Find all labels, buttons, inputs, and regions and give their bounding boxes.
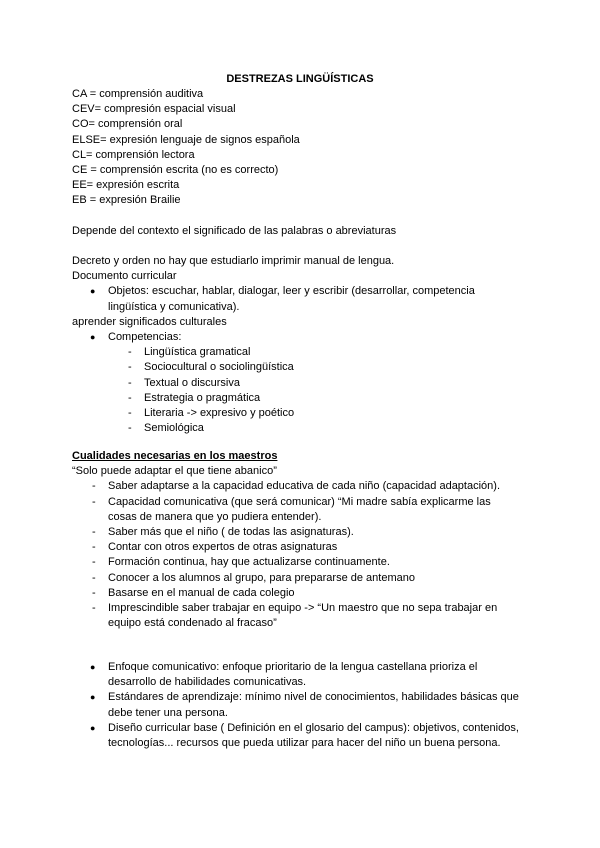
abbreviation-item: CL= comprensión lectora (72, 148, 195, 161)
cualidad-text: Basarse en el manual de cada colegio (108, 586, 295, 599)
dash-icon: - (128, 376, 132, 389)
cualidad-item (72, 571, 532, 586)
final-bullet-text: Diseño curricular base ( Definición en el glosario del campus): objetivos, contenidos, (108, 721, 519, 734)
abbreviation-item: CE = comprensión escrita (no es correcto) (72, 164, 279, 177)
context-note: Depende del contexto el significado de las palabras o abreviaturas (72, 225, 397, 237)
bullet-icon: ● (90, 722, 96, 733)
final-bullet-item (72, 721, 532, 751)
aprender-line: aprender significados culturales (72, 315, 227, 328)
dash-icon: - (128, 407, 132, 420)
cualidad-item (72, 540, 532, 555)
cualidad-item (72, 525, 532, 540)
competencia-item (72, 360, 532, 375)
dash-icon: - (92, 526, 96, 539)
bullet-icon: ● (90, 662, 96, 672)
competencias-bullet-item (72, 330, 532, 345)
decreto-line: Decreto y orden no hay que estudiarlo imprimir manual de lengua. (72, 255, 395, 267)
cualidad-item (72, 555, 532, 570)
final-bullet-text: desarrollo de habilidades comunicativas. (108, 676, 307, 689)
dash-icon: - (128, 361, 132, 374)
cualidad-text: Saber adaptarse a la capacidad educativa de cada niño (capacidad adaptación). (108, 480, 500, 493)
competencia-text: Semiológica (144, 422, 204, 435)
section-heading: Cualidades necesarias en los maestros (72, 450, 278, 462)
dash-icon: - (92, 586, 96, 599)
final-bullet-item (72, 690, 532, 720)
competencia-text: Sociocultural o sociolingüística (144, 361, 294, 374)
dash-icon: - (92, 556, 96, 569)
cualidad-text: Saber más que el niño ( de todas las asignaturas). (108, 526, 354, 539)
cualidad-text: equipo está condenado al fracaso” (108, 617, 277, 630)
abbreviation-item: CA = comprensión auditiva (72, 88, 204, 100)
cualidad-item (72, 495, 532, 525)
competencias-label: Competencias: (108, 331, 182, 344)
dash-icon: - (92, 495, 96, 508)
abbreviation-item: EE= expresión escrita (72, 179, 180, 192)
dash-icon: - (92, 480, 96, 493)
competencia-text: Estrategia o pragmática (144, 391, 261, 404)
dash-icon: - (92, 602, 96, 615)
final-bullet-text: Enfoque comunicativo: enfoque prioritario de la lengua castellana prioriza el (108, 661, 478, 673)
documento-curricular: Documento curricular (72, 270, 177, 283)
final-bullet-item (72, 660, 532, 690)
bullet-icon: ● (90, 332, 96, 343)
cualidad-item (72, 601, 532, 631)
dash-icon: - (128, 391, 132, 404)
dash-icon: - (92, 541, 96, 554)
dash-icon: - (128, 422, 132, 435)
competencia-text: Textual o discursiva (144, 376, 240, 389)
final-bullet-list (72, 660, 532, 751)
cualidad-text: Contar con otros expertos de otras asignaturas (108, 541, 338, 554)
bullet-icon: ● (90, 286, 96, 297)
competencia-item (72, 421, 532, 436)
cualidades-section (72, 449, 532, 631)
competencia-item (72, 376, 532, 391)
competencia-item (72, 345, 532, 360)
dash-icon: - (128, 346, 132, 359)
final-bullet-text: Estándares de aprendizaje: mínimo nivel de conocimientos, habilidades básicas que (108, 691, 519, 704)
cualidad-text: Imprescindible saber trabajar en equipo -> “Un maestro que no sepa trabajar en (108, 602, 498, 615)
final-bullet-text: tecnologías... recursos que pueda utilizar para hacer del niño un buena persona. (108, 737, 501, 750)
dash-icon: - (92, 571, 96, 584)
competencia-text: Lingüística gramatical (144, 346, 251, 359)
cualidad-text: cosas de manera que yo pudiera entender). (108, 510, 322, 523)
abbreviation-item: CO= comprensión oral (72, 118, 183, 131)
abbreviation-item: CEV= compresión espacial visual (72, 103, 236, 116)
bullet-icon: ● (90, 692, 96, 703)
curricular-section (72, 254, 532, 436)
competencia-text: Literaria -> expresivo y poético (144, 407, 295, 420)
cualidad-text: Formación continua, hay que actualizarse continuamente. (108, 556, 390, 569)
abbreviation-list (72, 87, 532, 209)
cualidad-text: Capacidad comunicativa (que será comunicar) “Mi madre sabía explicarme las (108, 495, 491, 508)
final-bullet-text: debe tener una persona. (108, 706, 228, 719)
cualidad-text: Conocer a los alumnos al grupo, para prepararse de antemano (108, 571, 415, 584)
objetos-bullet-item (72, 284, 532, 314)
objetos-line-1: Objetos: escuchar, hablar, dialogar, leer y escribir (desarrollar, competencia (108, 285, 475, 298)
quote: “Solo puede adaptar el que tiene abanico” (72, 465, 277, 478)
abbreviation-item: EB = expresión Brailie (72, 194, 181, 207)
cualidad-item (72, 586, 532, 601)
cualidad-item (72, 479, 532, 494)
competencia-item (72, 406, 532, 421)
page-title: DESTREZAS LINGÜÍSTICAS (226, 73, 374, 85)
competencia-item (72, 391, 532, 406)
abbreviation-item: ELSE= expresión lenguaje de signos española (72, 133, 300, 146)
objetos-line-2: lingüística y comunicativa). (108, 300, 240, 313)
